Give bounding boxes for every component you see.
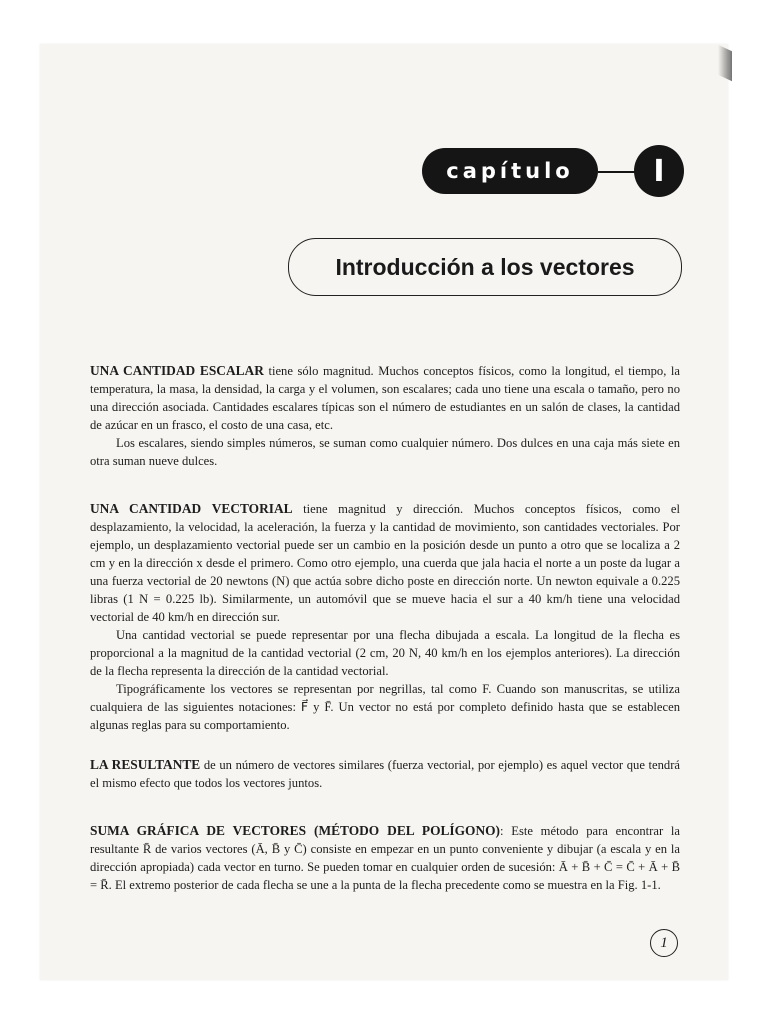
page-corner-shadow [718, 45, 732, 82]
section-resultant [90, 756, 680, 792]
section-body: tiene sólo magnitud. Muchos conceptos físicos, como la longitud, el tiempo, la temperatura, la masa, la densidad, la carga y el volumen, son escalares; cada uno tiene una escala o tamaño, pero no una dirección asociada. Cantidades escalares típicas son el número de estudiantes en un salón de clases, la cantidad de azúcar en un frasco, el costo de una casa, etc. [90, 364, 681, 432]
section-paragraph [90, 362, 680, 434]
section-heading: UNA CANTIDAD VECTORIAL [90, 501, 293, 516]
section-heading: SUMA GRÁFICA DE VECTORES (MÉTODO DEL POLÍGONO) [90, 823, 501, 838]
section-paragraph [90, 756, 680, 792]
section-heading: LA RESULTANTE [90, 757, 201, 772]
section-paragraph [90, 822, 680, 894]
section-paragraph: Tipográficamente los vectores se representan por negrillas, tal como F. Cuando son manuscritas, se utiliza cualquiera de las siguientes notaciones: F⃗ y F̄. Un vector no está por completo definido hasta que se establecen algunas reglas para su comportamiento. [90, 682, 680, 732]
chapter-connector-line [598, 171, 638, 173]
section-body: de un número de vectores similares (fuerza vectorial, por ejemplo) es aquel vector que tendrá el mismo efecto que todos los vectores juntos. [90, 758, 681, 790]
section-body: tiene magnitud y dirección. Muchos conceptos físicos, como el desplazamiento, la velocidad, la aceleración, la fuerza y la cantidad de movimiento, son cantidades vectoriales. Por ejemplo, un desplazamiento vectorial puede ser un cambio en la posición desde un punto a otro que se localiza a 2 cm y en la dirección x desde el primero. Como otro ejemplo, una cuerda que jala hacia el norte a un poste da lugar a una fuerza vectorial de 20 newtons (N) que actúa sobre dicho poste en dirección norte. Un newton equivale a 0.225 libras (1 N = 0.225 lb). Similarmente, un automóvil que se mueve hacia el sur a 40 km/h tiene una velocidad vectorial de 40 km/h en dirección sur. [90, 502, 680, 624]
chapter-number: I [634, 145, 684, 197]
section-graphic-sum [90, 822, 680, 894]
section-paragraph: Una cantidad vectorial se puede representar por una flecha dibujada a escala. La longitud de la flecha es proporcional a la magnitud de la cantidad vectorial (2 cm, 20 N, 40 km/h en los ejemplos anteriores). La dirección de la flecha representa la dirección de la cantidad vectorial. [90, 628, 680, 678]
chapter-label: capítulo [422, 148, 598, 194]
chapter-title: Introducción a los vectores [288, 238, 682, 296]
page-number: 1 [650, 929, 678, 957]
section-body: : Este método para encontrar la resultante R̄ de varios vectores (Ā, B̄ y C̄) consiste en empezar en un punto conveniente y dibujar (a escala y en la dirección apropiada) cada vector en turno. Se pueden tomar en cualquier orden de sucesión: Ā + B̄ + C̄ = C̄ + Ā + B̄ = R̄. El extremo posterior de cada flecha se une a la punta de la flecha precedente como se muestra en la Fig. 1-1. [90, 824, 680, 892]
section-scalar [90, 362, 680, 470]
section-heading: UNA CANTIDAD ESCALAR [90, 363, 264, 378]
section-paragraph: Los escalares, siendo simples números, se suman como cualquier número. Dos dulces en una caja más siete en otra suman nueve dulces. [90, 436, 680, 468]
section-paragraph [90, 500, 680, 626]
section-vector [90, 500, 680, 734]
